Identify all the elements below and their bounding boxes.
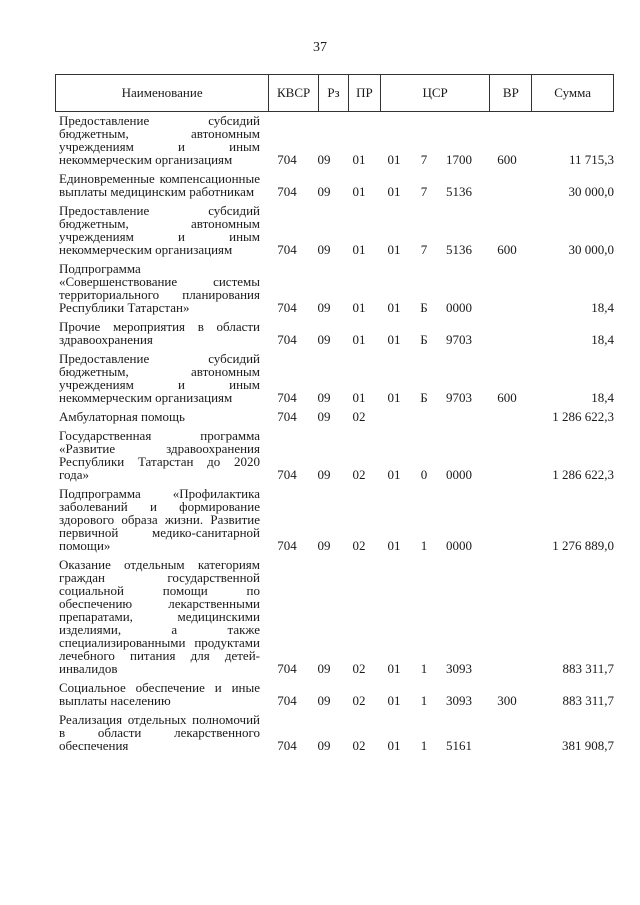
table-row xyxy=(55,429,614,487)
row-csr-subprogram: 1 xyxy=(420,693,428,708)
row-csr-code: 5136 xyxy=(446,184,472,199)
row-sum: 30 000,0 xyxy=(568,184,614,199)
row-pr: 02 xyxy=(352,538,366,553)
table-row xyxy=(55,262,614,320)
row-csr-subprogram: Б xyxy=(420,300,428,315)
table-header xyxy=(55,74,614,112)
row-pr: 02 xyxy=(352,693,366,708)
row-name: Предоставление субсидий бюджетным, автономным учреждениям и иным некоммерческим организациям xyxy=(59,351,260,405)
header-kvsr: КВСР xyxy=(269,75,319,111)
row-vr: 600 xyxy=(497,242,517,257)
row-rz: 09 xyxy=(317,390,331,405)
row-rz: 09 xyxy=(317,152,331,167)
row-sum: 11 715,3 xyxy=(568,152,614,167)
row-kvsr: 704 xyxy=(277,300,297,315)
row-csr-subprogram: 7 xyxy=(420,242,428,257)
row-rz: 09 xyxy=(317,184,331,199)
row-sum: 883 311,7 xyxy=(562,693,614,708)
row-rz: 09 xyxy=(317,661,331,676)
row-vr: 600 xyxy=(497,390,517,405)
row-csr-code: 5136 xyxy=(446,242,472,257)
header-vr: ВР xyxy=(490,75,532,111)
header-rz: Рз xyxy=(319,75,349,111)
row-rz: 09 xyxy=(317,300,331,315)
row-kvsr: 704 xyxy=(277,661,297,676)
row-vr: 300 xyxy=(497,693,517,708)
row-csr-subprogram: 1 xyxy=(420,538,428,553)
row-name: Предоставление субсидий бюджетным, автономным учреждениям и иным некоммерческим организациям xyxy=(59,113,260,167)
row-sum: 1 286 622,3 xyxy=(552,467,614,482)
row-sum: 1 286 622,3 xyxy=(552,409,614,424)
header-sum: Сумма xyxy=(554,85,592,100)
table-row xyxy=(55,410,614,429)
row-csr-program: 01 xyxy=(387,242,401,257)
row-csr-code: 3093 xyxy=(446,693,472,708)
page-number: 37 xyxy=(313,40,327,55)
row-csr-code: 3093 xyxy=(446,661,472,676)
row-csr-program: 01 xyxy=(387,661,401,676)
row-kvsr: 704 xyxy=(277,390,297,405)
row-name: Реализация отдельных полномочий в области лекарственного обеспечения xyxy=(59,712,260,753)
row-kvsr: 704 xyxy=(277,332,297,347)
table-row xyxy=(55,172,614,204)
row-kvsr: 704 xyxy=(277,152,297,167)
table-row xyxy=(55,204,614,262)
row-pr: 01 xyxy=(352,332,366,347)
row-csr-program: 01 xyxy=(387,538,401,553)
row-sum: 18,4 xyxy=(591,332,614,347)
row-rz: 09 xyxy=(317,738,331,753)
row-pr: 01 xyxy=(352,242,366,257)
row-csr-subprogram: 7 xyxy=(420,152,428,167)
row-csr-program: 01 xyxy=(387,152,401,167)
header-name: Наименование xyxy=(56,75,269,111)
row-name: Социальное обеспечение и иные выплаты населению xyxy=(59,680,260,708)
row-csr-program: 01 xyxy=(387,184,401,199)
row-csr-code: 0000 xyxy=(446,538,472,553)
table-row xyxy=(55,713,614,758)
row-csr-code: 9703 xyxy=(446,332,472,347)
row-name: Предоставление субсидий бюджетным, автономным учреждениям и иным некоммерческим организациям xyxy=(59,203,260,257)
header-pr: ПР xyxy=(349,75,381,111)
row-kvsr: 704 xyxy=(277,467,297,482)
row-csr-program: 01 xyxy=(387,467,401,482)
row-rz: 09 xyxy=(317,467,331,482)
row-sum: 883 311,7 xyxy=(562,661,614,676)
row-kvsr: 704 xyxy=(277,409,297,424)
row-sum: 18,4 xyxy=(591,390,614,405)
row-name: Прочие мероприятия в области здравоохранения xyxy=(59,319,260,347)
row-sum: 1 276 889,0 xyxy=(552,538,614,553)
table-row xyxy=(55,681,614,713)
row-csr-program: 01 xyxy=(387,300,401,315)
row-rz: 09 xyxy=(317,409,331,424)
row-csr-subprogram: 7 xyxy=(420,184,428,199)
row-sum: 30 000,0 xyxy=(568,242,614,257)
table-row xyxy=(55,487,614,558)
row-name: Подпрограмма «Профилактика заболеваний и формирование здорового образа жизни. Развитие первичной медико-санитарной помощи» xyxy=(59,486,260,553)
row-csr-program: 01 xyxy=(387,738,401,753)
row-csr-code: 1700 xyxy=(446,152,472,167)
row-pr: 01 xyxy=(352,152,366,167)
table-row xyxy=(55,558,614,681)
row-pr: 02 xyxy=(352,467,366,482)
row-csr-subprogram: Б xyxy=(420,332,428,347)
row-csr-code: 0000 xyxy=(446,467,472,482)
row-csr-subprogram: Б xyxy=(420,390,428,405)
row-csr-subprogram: 1 xyxy=(420,661,428,676)
row-name: Амбулаторная помощь xyxy=(59,409,185,424)
row-pr: 02 xyxy=(352,738,366,753)
row-kvsr: 704 xyxy=(277,242,297,257)
row-vr: 600 xyxy=(497,152,517,167)
row-csr-subprogram: 0 xyxy=(420,467,428,482)
row-pr: 01 xyxy=(352,390,366,405)
table-row xyxy=(55,352,614,410)
row-kvsr: 704 xyxy=(277,693,297,708)
row-kvsr: 704 xyxy=(277,538,297,553)
row-csr-program: 01 xyxy=(387,332,401,347)
row-name: Оказание отдельным категориям граждан государственной социальной помощи по обеспечению лекарственными препаратами, медицинскими изделиями, а также специализированными продуктами лечебного питания для детей-инвалидов xyxy=(59,557,260,676)
table-row xyxy=(55,114,614,172)
row-csr-program: 01 xyxy=(387,693,401,708)
row-rz: 09 xyxy=(317,693,331,708)
row-csr-subprogram: 1 xyxy=(420,738,428,753)
row-pr: 02 xyxy=(352,661,366,676)
row-rz: 09 xyxy=(317,242,331,257)
row-name: Единовременные компенсационные выплаты медицинским работникам xyxy=(59,171,260,199)
row-sum: 381 908,7 xyxy=(562,738,614,753)
row-csr-code: 9703 xyxy=(446,390,472,405)
table-row xyxy=(55,320,614,352)
row-kvsr: 704 xyxy=(277,738,297,753)
table-body xyxy=(55,114,614,758)
row-csr-code: 5161 xyxy=(446,738,472,753)
row-csr-code: 0000 xyxy=(446,300,472,315)
row-name: Государственная программа «Развитие здравоохранения Республики Татарстан до 2020 года» xyxy=(59,428,260,482)
row-sum: 18,4 xyxy=(591,300,614,315)
row-rz: 09 xyxy=(317,332,331,347)
row-pr: 02 xyxy=(352,409,366,424)
row-pr: 01 xyxy=(352,184,366,199)
header-csr: ЦСР xyxy=(381,75,491,111)
row-rz: 09 xyxy=(317,538,331,553)
row-csr-program: 01 xyxy=(387,390,401,405)
row-kvsr: 704 xyxy=(277,184,297,199)
row-pr: 01 xyxy=(352,300,366,315)
row-name: Подпрограмма «Совершенствование системы территориального планирования Республики Татарстан» xyxy=(59,261,260,315)
